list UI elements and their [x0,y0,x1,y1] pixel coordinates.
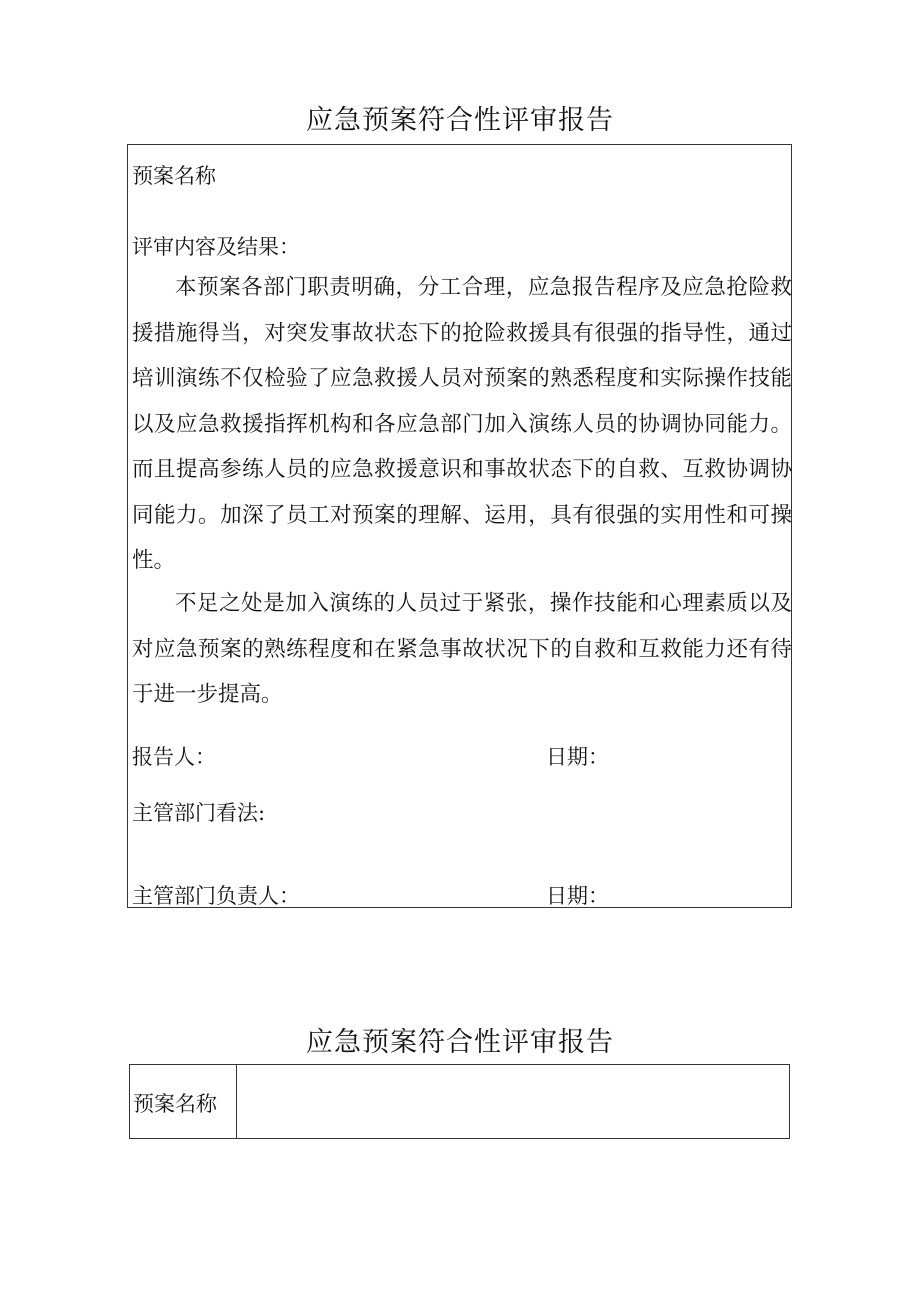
plan-name-label: 预案名称 [132,164,216,188]
dept-head-label: 主管部门负责人： [132,884,300,908]
dept-head-date-label: 日期： [546,884,609,908]
review-report-form [127,144,792,908]
review-content-label: 评审内容及结果： [132,235,300,259]
reporter-label: 报告人： [132,745,216,769]
plan-name-label-2: 预案名称 [133,1092,217,1116]
dept-opinion-label: 主管部门看法: [132,801,266,825]
review-paragraph-1: 本预案各部门职责明确，分工合理，应急报告程序及应急抢险救援措施得当，对突发事故状态下的抢险救援具有很强的指导性，通过培训演练不仅检验了应急救援人员对预案的熟悉程度和实际操作技能以及应急救援指挥机构和各应急部门加入演练人员的协调协同能力。而且提高参练人员的应急救援意识和事故状态下的自救、互救协调协同能力。加深了员工对预案的理解、运用，具有很强的实用性和可操性。 [132,275,792,573]
report-title: 应急预案符合性评审报告 [306,105,614,136]
plan-name-table [129,1064,790,1139]
report-title-2: 应急预案符合性评审报告 [306,1027,614,1058]
plan-name-cell [130,1065,237,1138]
review-paragraph-2: 不足之处是加入演练的人员过于紧张，操作技能和心理素质以及对应急预案的熟练程度和在紧急事故状况下的自救和互救能力还有待于进一步提高。 [132,591,792,707]
report-date-label: 日期： [546,745,609,769]
plan-name-value-field[interactable] [237,1065,789,1138]
